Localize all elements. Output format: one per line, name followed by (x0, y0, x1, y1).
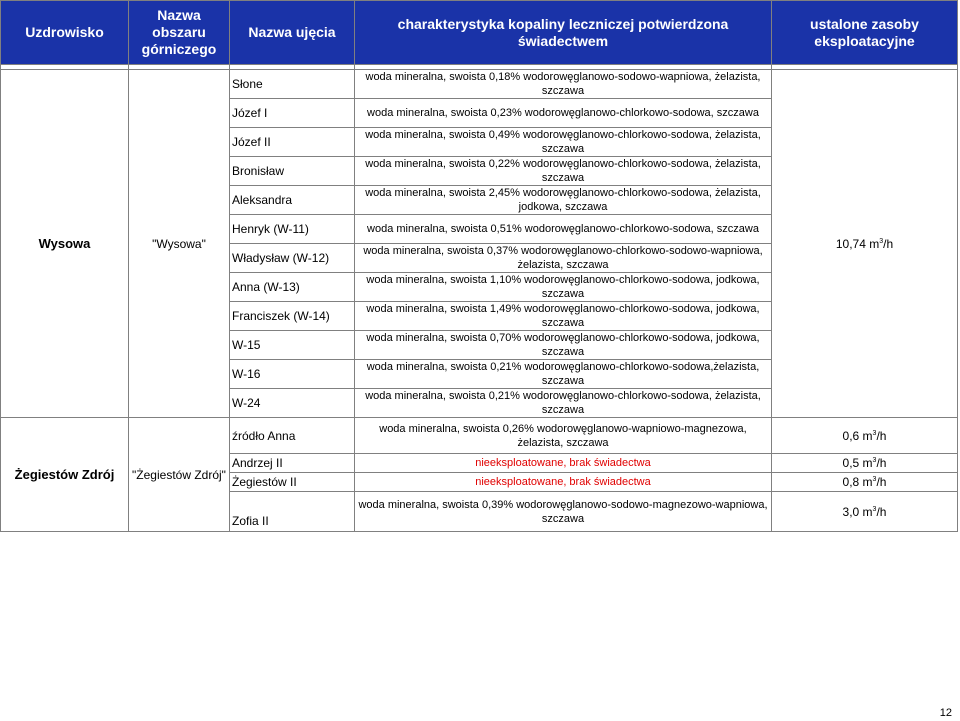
zasoby-unit: /h (883, 236, 894, 251)
intake-description: woda mineralna, swoista 0,21% wodorowęglanowo-chlorkowo-sodowa, żelazista, szczawa (355, 389, 772, 418)
intake-description: woda mineralna, swoista 0,26% wodorowęglanowo-wapniowo-magnezowa, żelazista, szczawa (355, 418, 772, 454)
zasoby-sup: 3 (879, 237, 884, 245)
intake-description: woda mineralna, swoista 0,70% wodorowęglanowo-chlorkowo-sodowa, jodkowa, szczawa (355, 331, 772, 360)
zasoby-value: 0,8 m (842, 475, 873, 489)
header-row (1, 1, 958, 65)
intake-name: W-15 (230, 331, 355, 360)
zasoby-value: 10,74 m (835, 236, 880, 251)
intake-name: Franciszek (W-14) (230, 302, 355, 331)
zasoby-unit: /h (876, 456, 887, 470)
intake-name: W-16 (230, 360, 355, 389)
zasoby-unit: /h (876, 428, 887, 443)
zasoby-cell (772, 418, 958, 454)
intake-description: woda mineralna, swoista 1,49% wodorowęglanowo-chlorkowo-sodowa, jodkowa, szczawa (355, 302, 772, 331)
header-uzdrowisko: Uzdrowisko (1, 1, 129, 65)
intake-description: woda mineralna, swoista 0,22% wodorowęglanowo-chlorkowo-sodowa, żelazista, szczawa (355, 157, 772, 186)
zasoby-value: 0,6 m (842, 428, 873, 443)
header-zasoby: ustalone zasoby eksploatacyjne (772, 1, 958, 65)
header-ujecie: Nazwa ujęcia (230, 1, 355, 65)
intake-description: nieeksploatowane, brak świadectwa (355, 473, 772, 492)
intake-name: W-24 (230, 389, 355, 418)
intake-description: woda mineralna, swoista 0,18% wodorowęglanowo-sodowo-wapniowa, żelazista, szczawa (355, 70, 772, 99)
intake-name: Żegiestów II (230, 473, 355, 492)
zasoby-value: 3,0 m (842, 504, 873, 519)
intake-name: Henryk (W-11) (230, 215, 355, 244)
zasoby-unit: /h (876, 504, 887, 519)
intake-description: woda mineralna, swoista 1,10% wodorowęglanowo-chlorkowo-sodowa, jodkowa, szczawa (355, 273, 772, 302)
obszar-zegiestow: "Żegiestów Zdrój" (129, 418, 230, 532)
intake-description: woda mineralna, swoista 0,23% wodorowęglanowo-chlorkowo-sodowa, szczawa (355, 99, 772, 128)
table-row (1, 70, 958, 99)
intake-name: Józef I (230, 99, 355, 128)
intake-name: Bronisław (230, 157, 355, 186)
header-obszar: Nazwa obszaru górniczego (129, 1, 230, 65)
zasoby-cell (772, 454, 958, 473)
intake-description: woda mineralna, swoista 0,39% wodorowęglanowo-sodowo-magnezowo-wapniowa, szczawa (355, 492, 772, 532)
table-row (1, 418, 958, 454)
intake-name: Aleksandra (230, 186, 355, 215)
header-charakterystyka: charakterystyka kopaliny leczniczej potwierdzona świadectwem (355, 1, 772, 65)
zasoby-sup: 3 (872, 457, 877, 464)
zasoby-sup: 3 (872, 476, 877, 483)
intake-name: Andrzej II (230, 454, 355, 473)
intake-name: Władysław (W-12) (230, 244, 355, 273)
zasoby-unit: /h (876, 475, 887, 489)
intake-description: woda mineralna, swoista 0,49% wodorowęglanowo-chlorkowo-sodowa, żelazista, szczawa (355, 128, 772, 157)
intake-description: nieeksploatowane, brak świadectwa (355, 454, 772, 473)
zasoby-cell (772, 492, 958, 532)
uzdrowisko-zegiestow: Żegiestów Zdrój (1, 418, 129, 532)
intake-description: woda mineralna, swoista 0,37% wodorowęglanowo-chlorkowo-sodowo-wapniowa, żelazista, szczawa (355, 244, 772, 273)
intake-description: woda mineralna, swoista 0,21% wodorowęglanowo-chlorkowo-sodowa,żelazista, szczawa (355, 360, 772, 389)
obszar-wysowa: "Wysowa" (129, 70, 230, 418)
zasoby-sup: 3 (872, 505, 877, 513)
intake-name: źródło Anna (230, 418, 355, 454)
uzdrowisko-wysowa: Wysowa (1, 70, 129, 418)
zasoby-sup: 3 (872, 429, 877, 437)
page-number: 12 (939, 707, 952, 719)
intake-name: Zofia II (230, 492, 355, 532)
zasoby-value: 0,5 m (842, 456, 873, 470)
intake-description: woda mineralna, swoista 2,45% wodorowęglanowo-chlorkowo-sodowa, żelazista, jodkowa, szczawa (355, 186, 772, 215)
intake-name: Józef II (230, 128, 355, 157)
zasoby-cell (772, 473, 958, 492)
intake-name: Anna (W-13) (230, 273, 355, 302)
intake-description: woda mineralna, swoista 0,51% wodorowęglanowo-chlorkowo-sodowa, szczawa (355, 215, 772, 244)
zasoby-wysowa (772, 70, 958, 418)
intake-name: Słone (230, 70, 355, 99)
